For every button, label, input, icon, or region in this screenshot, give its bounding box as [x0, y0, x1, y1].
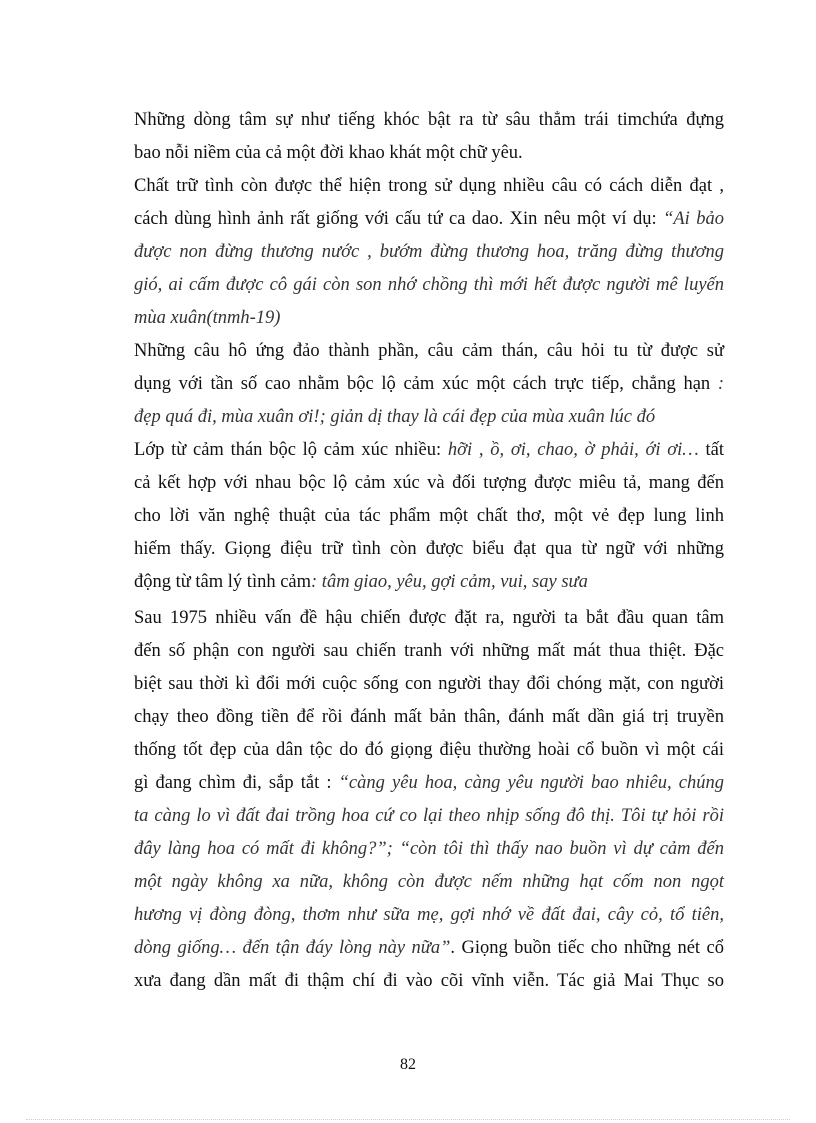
text-segment: tất: [698, 440, 724, 460]
italic-text-segment: “càng yêu hoa, càng yêu người bao nhiêu, chúng: [338, 773, 724, 793]
text-segment: biệt sau thời kì đổi mới cuộc sống con người thay đổi chóng mặt, con người: [134, 674, 724, 694]
text-line: [134, 804, 724, 828]
text-segment: cả kết hợp với nhau bộc lộ cảm xúc và đối tượng được miêu tả, mang đến: [134, 473, 724, 493]
text-line: [134, 936, 724, 960]
text-segment: cho lời văn nghệ thuật của tác phẩm một chất thơ, một vẻ đẹp lung linh: [134, 506, 724, 526]
text-line: [134, 639, 724, 663]
text-line: [134, 837, 724, 861]
italic-text-segment: hương vị đòng đòng, thơm như sữa mẹ, gợi nhớ về đất đai, cây cỏ, tổ tiên,: [134, 905, 724, 925]
text-segment: . Giọng buồn tiếc cho những nét cổ: [450, 938, 724, 958]
italic-text-segment: “Ai bảo: [663, 209, 724, 229]
page-number: 82: [400, 1056, 416, 1073]
text-segment: hiếm thấy. Giọng điệu trữ tình còn được biểu đạt qua từ ngữ với những: [134, 539, 724, 559]
text-line: [134, 870, 724, 894]
text-line: [134, 969, 724, 993]
text-line: [134, 240, 724, 264]
text-line: [134, 306, 724, 330]
italic-text-segment: được non đừng thương nước , bướm đừng thương hoa, trăng đừng thương: [134, 242, 724, 262]
italic-text-segment: dòng giống… đến tận đáy lòng này nữa”: [134, 938, 451, 958]
text-line: [134, 705, 724, 729]
text-line: [134, 207, 724, 231]
text-segment: bao nỗi niềm của cả một đời khao khát một chữ yêu.: [134, 143, 523, 163]
italic-text-segment: gió, ai cấm được cô gái còn son nhớ chồng thì mới hết được người mê luyến: [134, 275, 724, 295]
text-line: [134, 372, 724, 396]
italic-text-segment: một ngày không xa nữa, không còn được nếm những hạt cốm non ngọt: [134, 872, 724, 892]
text-line: [134, 405, 724, 429]
text-line: [134, 771, 724, 795]
text-segment: chạy theo đồng tiền để rồi đánh mất bản thân, đánh mất dần giá trị truyền: [134, 707, 724, 727]
text-line: [134, 738, 724, 762]
text-line: [134, 141, 724, 165]
text-segment: cách dùng hình ảnh rất giống với cấu tứ ca dao. Xin nêu một ví dụ:: [134, 209, 664, 229]
text-line: [134, 606, 724, 630]
text-segment: Những dòng tâm sự như tiếng khóc bật ra từ sâu thẳm trái timchứa đựng: [134, 110, 724, 130]
text-line: [134, 471, 724, 495]
italic-text-segment: : tâm giao, yêu, gợi cảm, vui, say sưa: [311, 572, 588, 592]
text-line: [134, 504, 724, 528]
text-segment: Những câu hô ứng đảo thành phần, câu cảm thán, câu hỏi tu từ được sử: [134, 341, 724, 361]
text-line: [134, 672, 724, 696]
text-segment: gì đang chìm đi, sắp tắt :: [134, 773, 339, 793]
italic-text-segment: đẹp quá đi, mùa xuân ơi!; giản dị thay là cái đẹp của mùa xuân lúc đó: [134, 407, 656, 427]
text-line: [134, 108, 724, 132]
footer-divider: [26, 1119, 790, 1120]
text-line: [134, 903, 724, 927]
italic-text-segment: ta càng lo vì đất đai trồng hoa cứ co lại theo nhịp sống đô thị. Tôi tự hỏi rồi: [134, 806, 724, 826]
text-segment: Chất trữ tình còn được thể hiện trong sử dụng nhiều câu có cách diễn đạt ,: [134, 176, 724, 196]
text-segment: thống tốt đẹp của dân tộc do đó giọng điệu thường hoài cổ buồn vì một cái: [134, 740, 724, 760]
italic-text-segment: :: [717, 374, 724, 394]
text-line: [134, 174, 724, 198]
text-segment: Sau 1975 nhiều vấn đề hậu chiến được đặt ra, người ta bắt đầu quan tâm: [134, 608, 724, 628]
italic-text-segment: mùa xuân(tnmh-19): [134, 308, 281, 328]
italic-text-segment: hỡi , ồ, ơi, chao, ờ phải, ới ơi…: [447, 440, 699, 460]
text-line: [134, 273, 724, 297]
text-segment: xưa đang dần mất đi thậm chí đi vào cõi vĩnh viễn. Tác giả Mai Thục so: [134, 971, 724, 991]
text-line: [134, 537, 724, 561]
text-segment: Lớp từ cảm thán bộc lộ cảm xúc nhiều:: [134, 440, 448, 460]
text-segment: đến số phận con người sau chiến tranh với những mất mát thua thiệt. Đặc: [134, 641, 724, 661]
italic-text-segment: đây làng hoa có mất đi không?”; “còn tôi thì thấy nao buồn vì dự cảm đến: [134, 839, 724, 859]
text-line: [134, 438, 724, 462]
text-segment: dụng với tần số cao nhằm bộc lộ cảm xúc một cách trực tiếp, chẳng hạn: [134, 374, 718, 394]
text-segment: động từ tâm lý tình cảm: [134, 572, 312, 592]
text-line: [134, 570, 724, 594]
text-line: [134, 339, 724, 363]
